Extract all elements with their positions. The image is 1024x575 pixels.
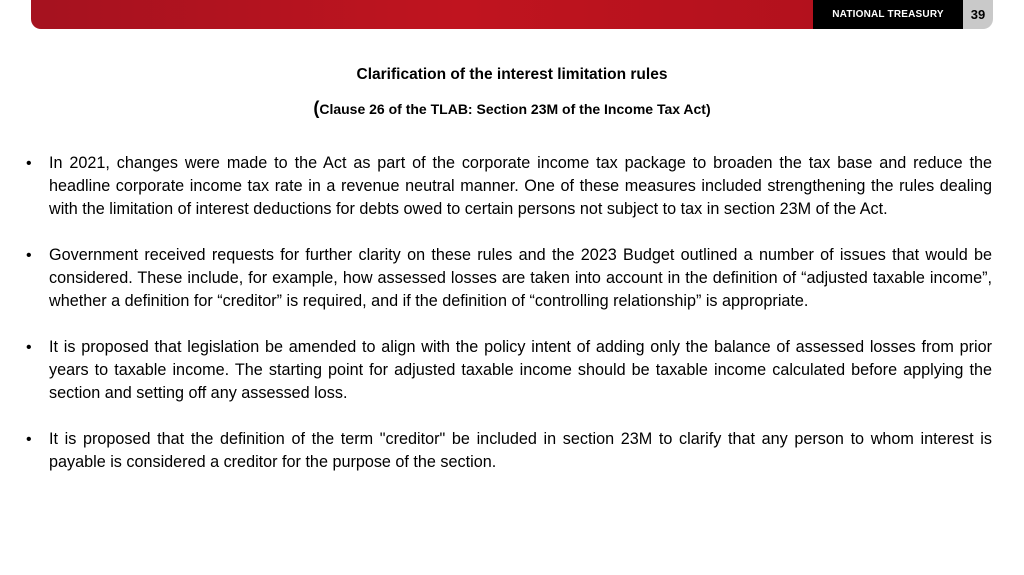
bullet-item (26, 336, 992, 405)
bullet-list (26, 152, 992, 497)
bullet-icon: • (26, 155, 32, 172)
bullet-item (26, 152, 992, 221)
header-bar (31, 0, 813, 29)
subtitle-text: Clause 26 of the TLAB: Section 23M of the Income Tax Act) (319, 101, 711, 117)
bullet-icon: • (26, 431, 32, 448)
organization-label: NATIONAL TREASURY (813, 0, 963, 29)
bullet-item (26, 428, 992, 474)
page-number: 39 (963, 0, 993, 29)
slide-subtitle (0, 98, 1024, 119)
bullet-text: Government received requests for further clarity on these rules and the 2023 Budget outlined a number of issues that would be considered. These include, for example, how assessed losses are taken into account in the definition of “adjusted taxable income”, whether a definition for “creditor” is required, and if the definition of “controlling relationship” is appropriate. (49, 246, 992, 310)
bullet-text: In 2021, changes were made to the Act as part of the corporate income tax package to broaden the tax base and reduce the headline corporate income tax rate in a revenue neutral manner. One of these measures included strengthening the rules dealing with the limitation of interest deductions for debts owed to certain persons not subject to tax in section 23M of the Act. (49, 154, 992, 218)
subtitle-open-paren: ( (313, 98, 320, 118)
bullet-text: It is proposed that the definition of the term "creditor" be included in section 23M to clarify that any person to whom interest is payable is considered a creditor for the purpose of the section. (49, 430, 992, 471)
bullet-item (26, 244, 992, 313)
bullet-icon: • (26, 339, 32, 356)
bullet-icon: • (26, 247, 32, 264)
slide-title: Clarification of the interest limitation rules (356, 66, 668, 83)
bullet-text: It is proposed that legislation be amended to align with the policy intent of adding only the balance of assessed losses from prior years to taxable income. The starting point for adjusted taxable income should be taxable income calculated before applying the section and setting off any assessed loss. (49, 338, 992, 402)
